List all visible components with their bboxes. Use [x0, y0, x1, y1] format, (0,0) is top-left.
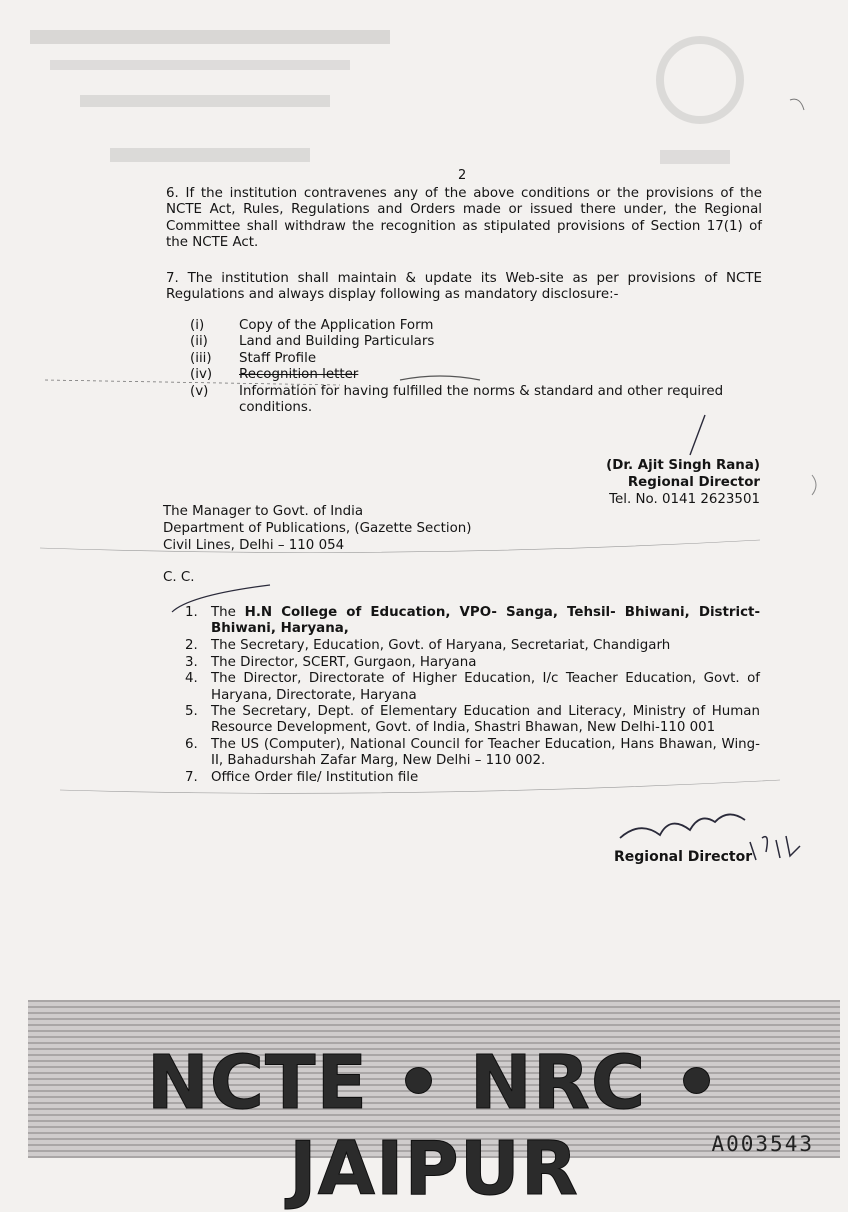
serial-number: A003543 [711, 1132, 814, 1156]
signatory-name: (Dr. Ajit Singh Rana) [606, 458, 760, 473]
list-item: (v) Information for having fulfilled the norms & standard and other required conditions. [190, 383, 724, 416]
list-item: (iii) Staff Profile [190, 350, 317, 366]
list-item: 3. The Director, SCERT, Gurgaon, Haryana [185, 654, 477, 670]
cc-label: C. C. [163, 570, 195, 585]
list-item: (i) Copy of the Application Form [190, 318, 434, 333]
list-item: (iv) Recognition letter [190, 367, 359, 383]
cc-list [185, 605, 760, 787]
page-number: 2 [458, 168, 467, 183]
signatory-phone: Tel. No. 0141 2623501 [609, 492, 760, 507]
list-item: 4. The Director, Directorate of Higher Education, I/c Teacher Education, Govt. of Haryana, Directorate, Haryana [185, 671, 760, 703]
addressee-block: The Manager to Govt. of India Department of Publications, (Gazette Section) Civil Lines, Delhi – 110 054 [163, 504, 472, 553]
regional-director-label: Regional Director [614, 849, 753, 865]
paragraph-6: 6. If the institution contravenes any of the above conditions or the provisions of the NCTE Act, Rules, Regulations and Orders made or issued there under, the Regional Committee shall withdraw the recognition as stipulated provisions of Section 17(1) of the NCTE Act. [166, 186, 762, 251]
signature-block [606, 457, 760, 508]
paragraph-7: 7. The institution shall maintain & update its Web-site as per provisions of NCTE Regulations and always display following as mandatory disclosure:- [166, 271, 762, 303]
list-item: 1. The H.N College of Education, VPO- Sanga, Tehsil- Bhiwani, District- Bhiwani, Haryana, [185, 605, 760, 637]
list-item: (ii) Land and Building Particulars [190, 334, 435, 350]
banner-text: NCTE • NRC • JAIPUR [146, 1040, 722, 1212]
list-item: 7. Office Order file/ Institution file [185, 770, 419, 786]
list-item: 5. The Secretary, Dept. of Elementary Education and Literacy, Ministry of Human Resource Development, Govt. of India, Shastri Bhawan, New Delhi-110 001 [185, 704, 760, 736]
disclosure-list [190, 318, 762, 416]
signatory-title: Regional Director [627, 475, 760, 490]
list-item: 6. The US (Computer), National Council for Teacher Education, Hans Bhawan, Wing-II, Bahadurshah Zafar Marg, New Delhi – 110 002. [185, 737, 760, 769]
list-item: 2. The Secretary, Education, Govt. of Haryana, Secretariat, Chandigarh [185, 637, 671, 653]
